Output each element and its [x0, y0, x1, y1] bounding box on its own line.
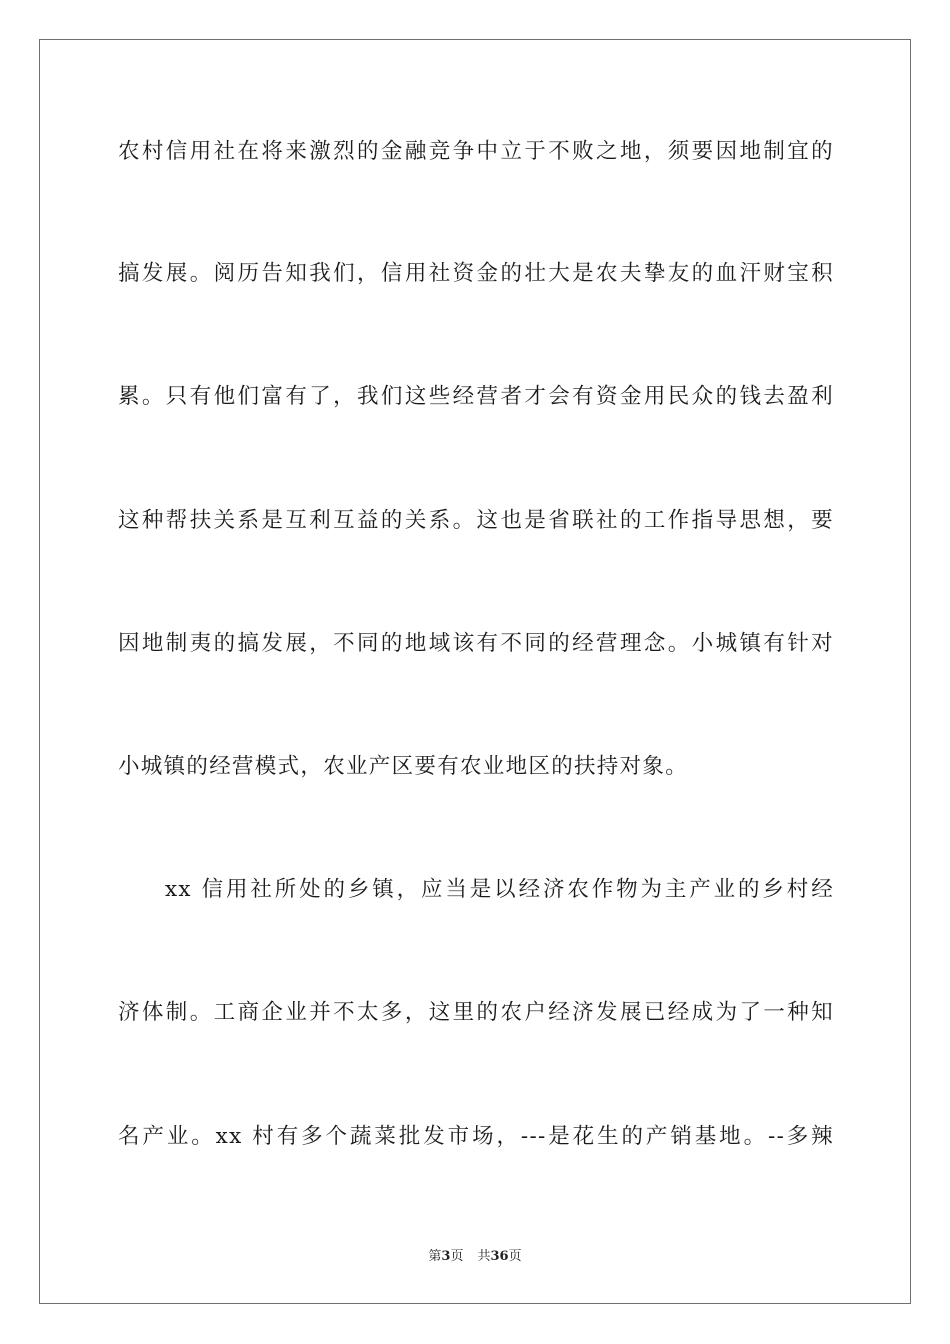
total-label-prefix: 共 [477, 1249, 491, 1264]
body-line-5: 因地制夷的搞发展，不同的地域该有不同的经营理念。小城镇有针对 [118, 631, 834, 656]
page-label-suffix: 页 [450, 1249, 464, 1264]
body-line-6: 小城镇的经营模式，农业产区要有农业地区的扶持对象。 [118, 754, 689, 779]
body-line-9: 名产业。xx 村有多个蔬菜批发市场，---是花生的产销基地。--多辣 [118, 1124, 834, 1149]
total-pages: 36 [490, 1249, 509, 1264]
body-line-8: 济体制。工商企业并不太多，这里的农户经济发展已经成为了一种知 [118, 1000, 834, 1025]
page-label-prefix: 第 [428, 1249, 442, 1264]
body-line-3: 累。只有他们富有了，我们这些经营者才会有资金用民众的钱去盈利 [118, 384, 834, 409]
page-footer [0, 1248, 950, 1266]
body-line-7: xx 信用社所处的乡镇，应当是以经济农作物为主产业的乡村经 [165, 877, 834, 902]
total-label-suffix: 页 [508, 1249, 522, 1264]
body-line-2: 搞发展。阅历告知我们，信用社资金的壮大是农夫挚友的血汗财宝积 [118, 261, 834, 286]
page-number: 3 [441, 1249, 451, 1264]
page-frame [39, 39, 911, 1304]
body-line-1: 农村信用社在将来激烈的金融竞争中立于不败之地，须要因地制宜的 [118, 139, 834, 164]
body-line-4: 这种帮扶关系是互利互益的关系。这也是省联社的工作指导思想，要 [118, 508, 834, 533]
